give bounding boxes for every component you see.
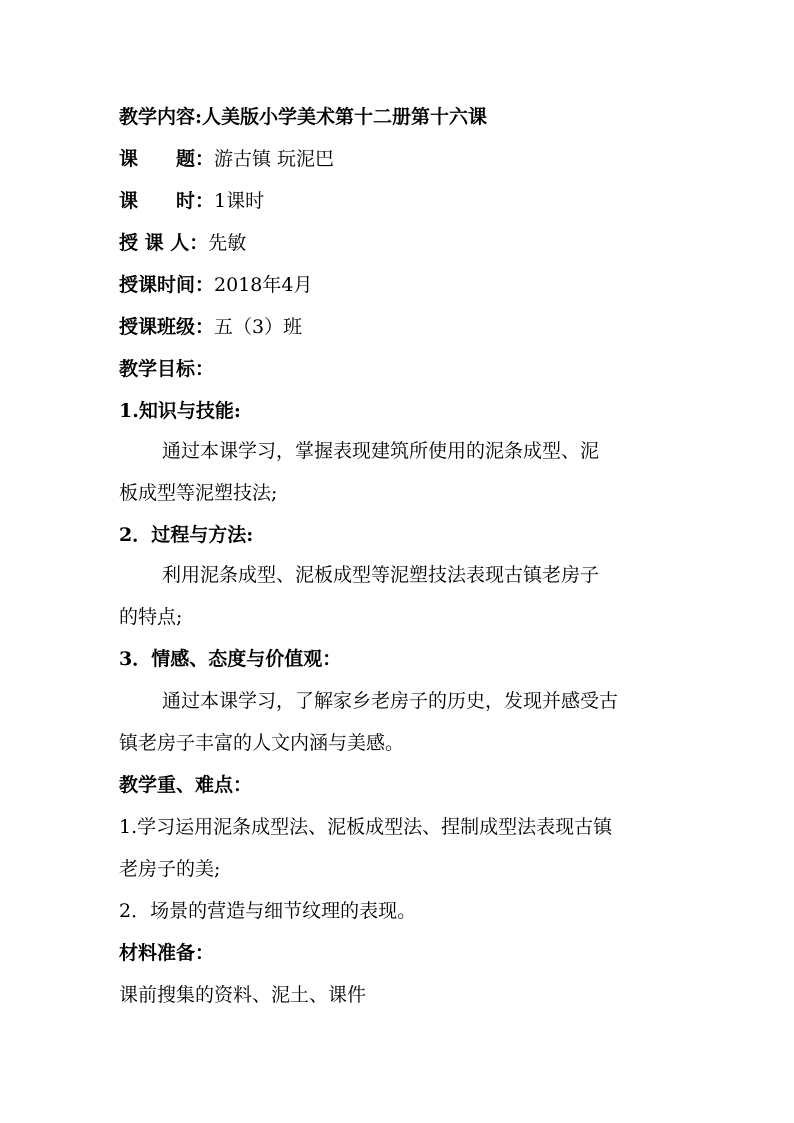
objective-2-text-line1: 利用泥条成型、泥板成型等泥塑技法表现古镇老房子 xyxy=(162,564,600,586)
time-line xyxy=(119,272,684,298)
objective-1-text-line1: 通过本课学习，掌握表现建筑所使用的泥条成型、泥 xyxy=(162,440,600,462)
class-label: 授课班级： xyxy=(119,316,215,338)
objective-2-heading: 2．过程与方法: xyxy=(119,524,254,546)
key-point-1-line1: 1.学习运用泥条成型法、泥板成型法、捏制成型法表现古镇 xyxy=(119,816,613,838)
key-points-heading: 教学重、难点： xyxy=(119,774,253,796)
key-point-2: 2．场景的营造与细节纹理的表现。 xyxy=(119,900,417,922)
period-value: 1课时 xyxy=(214,190,265,212)
time-value: 2018年4月 xyxy=(214,274,313,296)
time-label: 授课时间： xyxy=(119,274,215,296)
objective-1-heading: 1.知识与技能: xyxy=(119,400,241,422)
topic-line xyxy=(119,146,684,172)
objectives-heading: 教学目标： xyxy=(119,358,215,380)
topic-value: 游古镇 玩泥巴 xyxy=(214,148,335,170)
class-line xyxy=(119,314,684,340)
period-label: 课 时： xyxy=(119,190,215,212)
materials-heading: 材料准备： xyxy=(119,942,215,964)
key-point-1-line2: 老房子的美; xyxy=(119,858,221,880)
lesson-content-heading: 教学内容:人美版小学美术第十二册第十六课 xyxy=(119,106,488,128)
teacher-label: 授 课 人： xyxy=(119,232,209,254)
teacher-line xyxy=(119,230,684,256)
topic-label: 课 题： xyxy=(119,148,215,170)
objective-3-text-line2: 镇老房子丰富的人文内涵与美感。 xyxy=(119,732,405,754)
objective-3-text-line1: 通过本课学习，了解家乡老房子的历史，发现并感受古 xyxy=(162,690,619,712)
class-value: 五（3）班 xyxy=(214,316,303,338)
period-line xyxy=(119,188,684,214)
objective-3-heading: 3．情感、态度与价值观： xyxy=(119,648,342,670)
teacher-value: 先敏 xyxy=(208,232,247,254)
objective-1-text-line2: 板成型等泥塑技法; xyxy=(119,482,278,504)
objective-2-text-line2: 的特点; xyxy=(119,606,183,628)
materials-text: 课前搜集的资料、泥土、课件 xyxy=(119,984,367,1006)
